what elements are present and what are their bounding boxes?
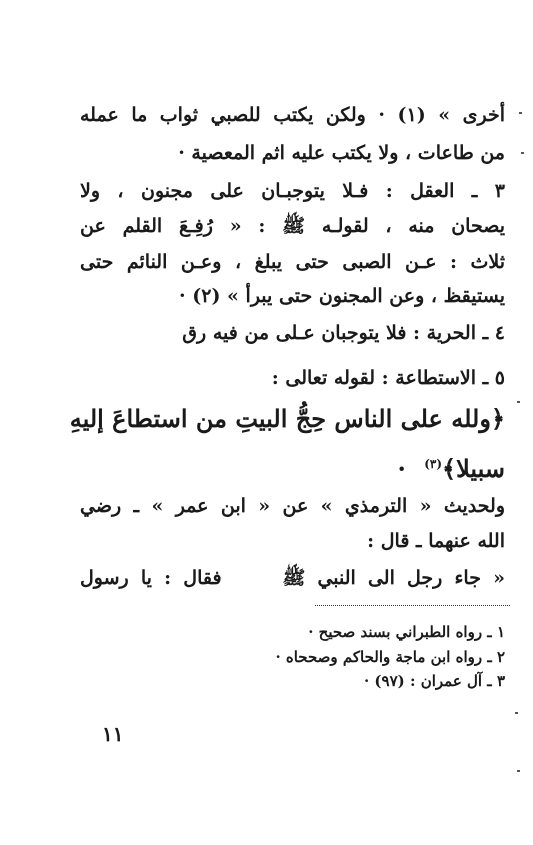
quran-verse-end: سبيلا﴾ — [442, 454, 505, 483]
paragraph-5-line-2: الله عنهما ـ قال : — [367, 530, 505, 552]
paragraph-2-line-3: ثلاث : عـن الصبى حتى يبلغ ، وعـن النائم حتى — [80, 251, 505, 273]
scan-speck — [521, 152, 524, 154]
scan-speck — [515, 712, 518, 714]
quran-verse-line-2 — [397, 446, 505, 487]
scan-speck — [519, 112, 522, 114]
footnote-2: ٢ ـ رواه ابن ماجة والحاكم وصححاه · — [275, 648, 505, 666]
paragraph-5-line-1: ولحديث « الترمذي » عن « ابن عمر » ـ رضي — [80, 495, 505, 517]
verse-full-stop: · — [397, 454, 406, 483]
paragraph-2-line-1: ٣ ـ العقل : فـلا يتوجبـان على مجنون ، ولا — [80, 180, 505, 202]
footnote-separator — [315, 605, 510, 606]
paragraph-3-line-1: ٤ ـ الحرية : فلا يتوجبان عـلى من فيه رق — [182, 322, 505, 344]
paragraph-1-line-1: أخرى » (١) · ولكن يكتب للصبي ثواب ما عمله — [80, 104, 505, 126]
footnote-ref-3: (٣) — [424, 457, 443, 471]
scan-speck — [517, 401, 520, 403]
paragraph-2-line-4: يستيقظ ، وعن المجنون حتى يبرأ » (٢) · — [179, 285, 505, 307]
paragraph-2-line-2: يصحان منه ، لقولـه ﷺ : « رُفِـعَ القلم عن — [80, 215, 505, 237]
footnote-1: ١ ـ رواه الطبراني بسند صحيح · — [308, 623, 505, 641]
paragraph-4-line-1: ٥ ـ الاستطاعة : لقوله تعالى : — [271, 367, 505, 389]
scan-speck — [517, 770, 520, 772]
page-number: ١١ — [102, 722, 124, 746]
paragraph-1-line-2: من طاعات ، ولا يكتب عليه اثم المعصية · — [178, 142, 505, 164]
paragraph-5-line-3: « جاء رجل الى النبي ﷺ فقال : يا رسول — [80, 567, 505, 589]
footnote-3: ٣ ـ آل عمران : (٩٧) · — [363, 672, 505, 690]
quran-verse-line-1: ﴿ولله على الناس حِجُّ البيتِ من استطاعَ إليهِ — [69, 404, 505, 433]
